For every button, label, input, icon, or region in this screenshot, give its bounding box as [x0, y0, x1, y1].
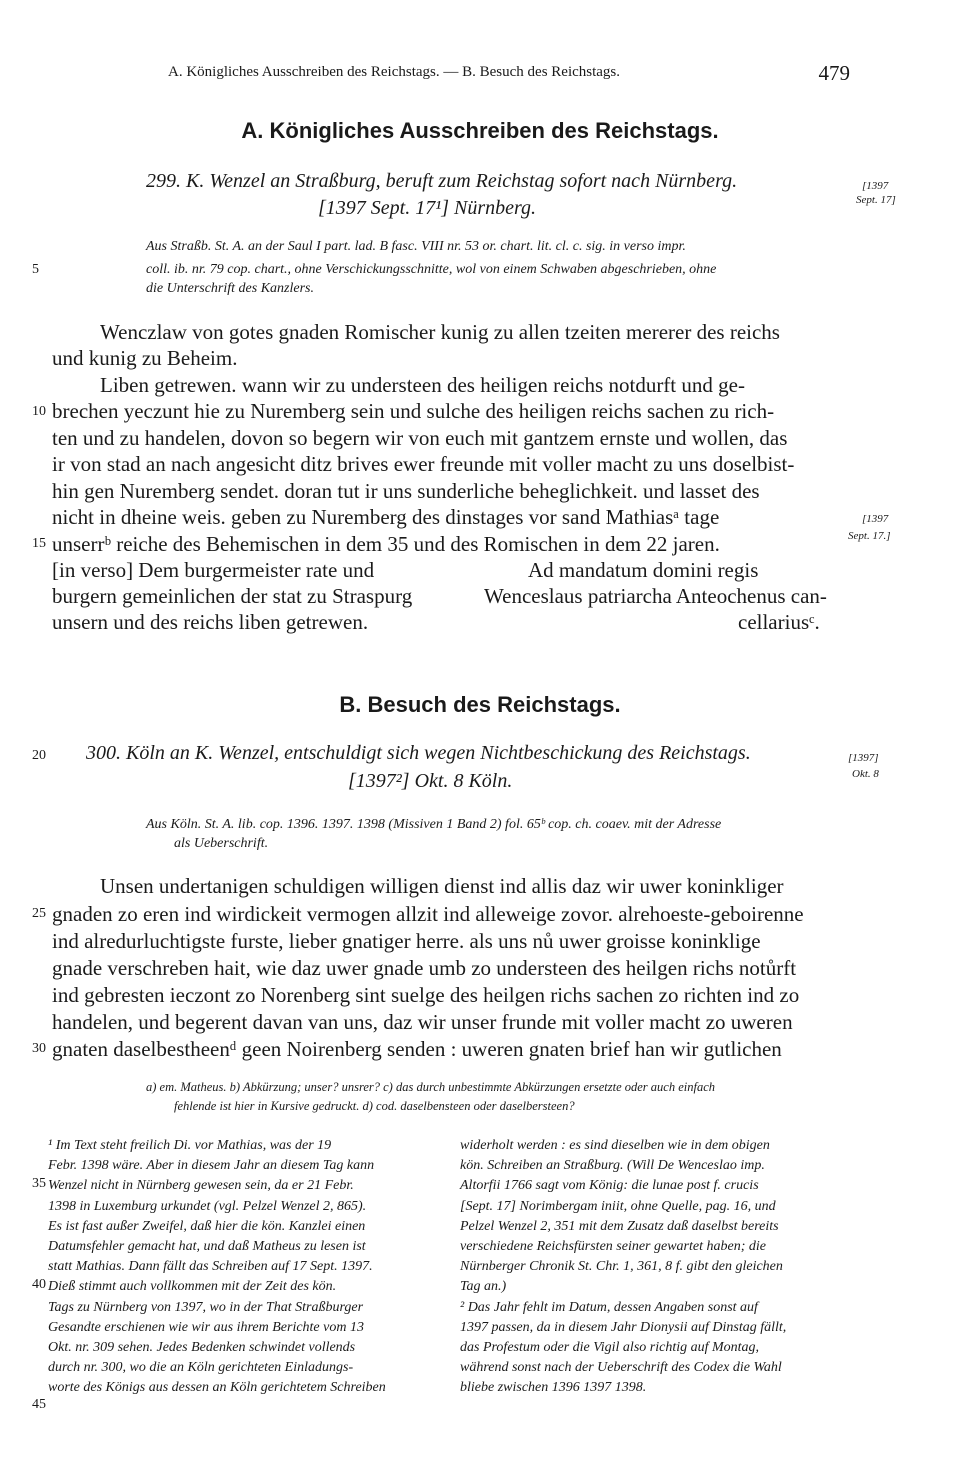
footnote-line: das Profestum oder die Vigil also richtig auf Montag,	[460, 1340, 760, 1356]
line-number-40: 40	[32, 1277, 46, 1292]
doc300-text-line: gnaden zo eren ind wirdickeit vermogen allzit ind alleweige zovor. alrehoeste-geboirenne	[52, 902, 804, 926]
footnote-line: 1398 in Luxemburg urkundet (vgl. Pelzel Wenzel 2, 865).	[48, 1198, 367, 1214]
doc299-mandate-line: Wenceslaus patriarcha Anteochenus can-	[484, 584, 827, 608]
doc299-source-1: Aus Straßb. St. A. an der Saul I part. lad. B fasc. VIII nr. 53 or. chart. lit. cl. c. sig. in verso impr.	[146, 239, 686, 254]
doc299-date: [1397 Sept. 17¹] Nürnberg.	[318, 197, 537, 219]
doc300-text-line: ind gebresten ieczont zo Norenberg sint suelge des heilgen richs sachen zo richten ind zo	[52, 983, 800, 1007]
doc300-margin-date-year: [1397]	[848, 752, 879, 764]
footnote-line: kön. Schreiben an Straßburg. (Will De Wenceslao imp.	[460, 1158, 765, 1174]
footnote-line: widerholt werden : es sind dieselben wie in dem obigen	[460, 1138, 770, 1153]
footnote-line: Dieß stimmt auch vollkommen mit der Zeit des kön.	[48, 1279, 337, 1295]
doc300-text-line: Unsen undertanigen schuldigen willigen dienst ind allis daz wir uwer koninkliger	[100, 874, 784, 898]
footnote-line: [Sept. 17] Norimbergam iniit, ohne Quelle, pag. 16, und	[460, 1198, 776, 1214]
doc299-margin-date-year: [1397	[862, 180, 889, 192]
variant-notes-line: fehlende ist hier in Kursive gedruckt. d) cod. daselbensteen oder daselbersteen?	[174, 1099, 575, 1113]
doc299-text-line: nicht in dheine weis. geben zu Nuremberg des dinstages vor sand Mathiasᵃ tage	[52, 505, 720, 529]
doc299-address-line: burgern gemeinlichen der stat zu Straspurg	[52, 584, 413, 608]
line-number-5: 5	[32, 262, 39, 277]
line-number-25: 25	[32, 906, 46, 921]
variant-notes-line: a) em. Matheus. b) Abkürzung; unser? unsrer? c) das durch unbestimmte Abkürzungen ersetzte oder auch einfach	[146, 1080, 716, 1094]
footnote-line: Altorfii 1766 sagt vom König: die lunae post f. crucis	[460, 1178, 759, 1194]
footnote-line: Wenzel nicht in Nürnberg gewesen sein, da er 21 Febr.	[48, 1178, 354, 1194]
footnote-line: 1397 passen, da in diesem Jahr Dionysii auf Dinstag fällt,	[460, 1319, 787, 1335]
doc299-text-line: ten und zu handelen, dovon so begern wir von euch mit gantzem ernste und wollen, das	[52, 426, 788, 450]
doc300-text-line: handelen, und begerent davan van uns, daz wir unser frunde mit voller macht zo uweren	[52, 1010, 793, 1034]
doc300-margin-date-day: Okt. 8	[852, 768, 879, 780]
doc300-source-2: als Ueberschrift.	[174, 836, 269, 851]
footnote-line: statt Mathias. Dann fällt das Schreiben auf 17 Sept. 1397.	[48, 1259, 373, 1275]
line-number-45: 45	[32, 1397, 46, 1412]
doc299-text-line: unserrᵇ reiche des Behemischen in dem 35 und des Romischen in dem 22 jaren.	[52, 532, 720, 556]
doc299-margin-date-year-2: [1397	[862, 513, 889, 525]
footnote-line: ² Das Jahr fehlt im Datum, dessen Angaben sonst auf	[460, 1299, 758, 1315]
doc300-source-1: Aus Köln. St. A. lib. cop. 1396. 1397. 1398 (Missiven 1 Band 2) fol. 65ᵇ cop. ch. coaev. mit der Adresse	[146, 817, 722, 832]
page-number: 479	[818, 61, 850, 85]
doc299-text-line: brechen yeczunt hie zu Nuremberg sein und sulche des heiligen reichs sachen zu rich-	[52, 399, 775, 423]
doc299-text-line: ir von stad an nach angesicht ditz brives ewer freunde mit voller macht zu uns doselbist-	[52, 452, 795, 476]
doc299-text-line: hin gen Nuremberg sendet. doran tut ir uns sunderliche beheglichkeit. und lasset des	[52, 479, 760, 503]
doc299-text-line: Wenczlaw von gotes gnaden Romischer kunig zu allen tzeiten mererer des reichs	[100, 320, 780, 344]
footnote-line: worte des Königs aus dessen an Köln gerichtetem Schreiben	[48, 1380, 386, 1396]
doc299-margin-date-day: Sept. 17]	[856, 194, 896, 206]
line-number-30: 30	[32, 1041, 46, 1056]
footnote-line: Gesandte erschienen wie wir aus ihrem Berichte vom 13	[48, 1319, 364, 1335]
footnotes-right-column	[460, 1136, 860, 1399]
footnote-line: bliebe zwischen 1396 1397 1398.	[460, 1380, 647, 1396]
doc300-date: [1397²] Okt. 8 Köln.	[348, 770, 513, 792]
footnote-line: Tags zu Nürnberg von 1397, wo in der That Straßburger	[48, 1299, 364, 1315]
footnotes-left-column	[48, 1136, 428, 1399]
footnote-line: Nürnberger Chronik St. Chr. 1, 361, 8 f. gibt den gleichen	[460, 1259, 783, 1275]
footnote-line: verschiedene Reichsfürsten seiner gewartet haben; die	[460, 1239, 766, 1255]
footnote-line: Pelzel Wenzel 2, 351 mit dem Zusatz daß daselbst bereits	[460, 1218, 779, 1234]
footnote-line: Tag an.)	[460, 1279, 507, 1295]
running-head	[168, 61, 850, 85]
doc299-title: 299. K. Wenzel an Straßburg, beruft zum Reichstag sofort nach Nürnberg.	[146, 170, 738, 192]
footnote-line: Febr. 1398 wäre. Aber in diesem Jahr an diesem Tag kann	[48, 1158, 375, 1174]
doc300-text-line: gnade verschreben hait, wie daz uwer gnade umb zo understeen des heilgen richs notůrft	[52, 956, 797, 980]
doc299-source-2: coll. ib. nr. 79 cop. chart., ohne Verschickungsschnitte, wol von einem Schwaben abgeschrieben, ohne	[146, 262, 717, 277]
line-number-35: 35	[32, 1176, 46, 1191]
doc299-mandate-line: cellariusᶜ.	[738, 610, 820, 634]
doc299-address-line: [in verso] Dem burgermeister rate und	[52, 558, 375, 582]
line-number-20: 20	[32, 748, 46, 763]
line-number-10: 10	[32, 404, 46, 419]
doc299-text-line: Liben getrewen. wann wir zu understeen des heiligen reichs notdurft und ge-	[100, 373, 745, 397]
doc299-source-3: die Unterschrift des Kanzlers.	[146, 281, 314, 296]
section-heading-a: A. Königliches Ausschreiben des Reichstags.	[241, 118, 719, 143]
line-number-15: 15	[32, 536, 46, 551]
doc299-address-line: unsern und des reichs liben getrewen.	[52, 610, 369, 634]
doc300-text-line: gnaten daselbestheenᵈ geen Noirenberg senden : uweren gnaten brief han wir gutlichen	[52, 1037, 782, 1061]
doc300-title: 300. Köln an K. Wenzel, entschuldigt sich wegen Nichtbeschickung des Reichstags.	[86, 742, 751, 764]
section-heading-b: B. Besuch des Reichstags.	[339, 692, 621, 717]
running-head-title: A. Königliches Ausschreiben des Reichstags. — B. Besuch des Reichstags.	[168, 64, 621, 80]
footnote-line: ¹ Im Text steht freilich Di. vor Mathias, was der 19	[48, 1138, 332, 1153]
doc299-text-line: und kunig zu Beheim.	[52, 346, 238, 370]
footnote-line: Es ist fast außer Zweifel, daß hier die kön. Kanzlei einen	[48, 1218, 366, 1234]
footnote-line: durch nr. 300, wo die an Köln gerichteten Einladungs-	[48, 1360, 354, 1376]
doc299-mandate-line: Ad mandatum domini regis	[528, 558, 759, 582]
footnote-line: Okt. nr. 309 sehen. Jedes Bedenken schwindet vollends	[48, 1340, 356, 1356]
doc300-text-line: ind alredurluchtigste furste, lieber gnatiger herre. als uns nů uwer groisse koninklige	[52, 929, 761, 953]
doc299-margin-date-day-2: Sept. 17.]	[848, 530, 891, 542]
footnote-line: Datumsfehler gemacht hat, und daß Matheus zu lesen ist	[48, 1239, 366, 1255]
footnote-line: während sonst nach der Ueberschrift des Codex die Wahl	[460, 1360, 782, 1376]
